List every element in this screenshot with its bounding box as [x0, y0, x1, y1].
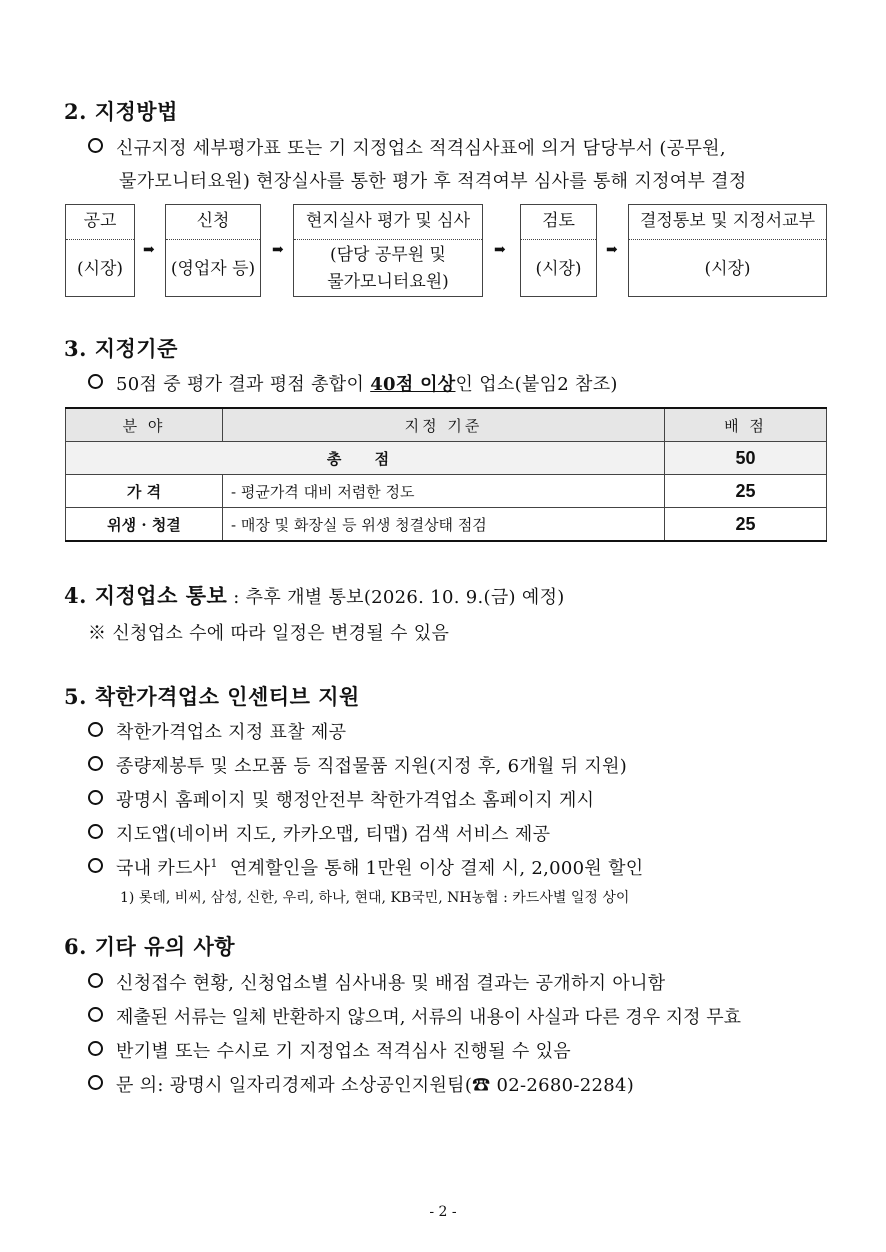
flow-step-decision: 결정통보 및 지정서교부 (시장) — [628, 204, 827, 297]
table-header-score: 배 점 — [665, 408, 827, 442]
table-row — [66, 475, 827, 508]
total-label: 총 점 — [66, 442, 665, 475]
row-score: 25 — [665, 508, 827, 542]
table-row-total — [66, 442, 827, 475]
circle-bullet-icon — [88, 138, 103, 153]
list-item: 착한가격업소 지정 표찰 제공 — [88, 718, 346, 744]
table-header-criteria: 지정 기준 — [223, 408, 665, 442]
list-item: 신청접수 현황, 신청업소별 심사내용 및 배점 결과는 공개하지 아니함 — [88, 969, 665, 995]
section-3-text: 50점 중 평가 결과 평점 총합이 40점 이상인 업소(붙임2 참조) — [88, 370, 618, 396]
list-item: 종량제봉투 및 소모품 등 직접물품 지원(지정 후, 6개월 뒤 지원) — [88, 752, 627, 778]
flow-step-inspection: 현지실사 평가 및 심사 (담당 공무원 및 물가모니터요원) — [293, 204, 483, 297]
row-field: 위생 · 청결 — [66, 508, 223, 542]
list-item: 지도앱(네이버 지도, 카카오맵, 티맵) 검색 서비스 제공 — [88, 820, 550, 846]
row-criteria: - 매장 및 화장실 등 위생 청결상태 점검 — [223, 508, 665, 542]
row-field: 가 격 — [66, 475, 223, 508]
section-5-title: 5. 착한가격업소 인센티브 지원 — [64, 684, 360, 709]
footnote: 1) 롯데, 비씨, 삼성, 신한, 우리, 하나, 현대, KB국민, NH농협 : 카드사별 일정 상이 — [120, 890, 630, 906]
section-2-line1: 신규지정 세부평가표 또는 기 지정업소 적격심사표에 의거 담당부서 (공무원, — [88, 134, 726, 160]
arrow-right-icon: ➡ — [606, 242, 618, 258]
page-number: - 2 - — [429, 1204, 457, 1220]
circle-bullet-icon — [88, 722, 103, 737]
circle-bullet-icon — [88, 790, 103, 805]
row-criteria: - 평균가격 대비 저렴한 정도 — [223, 475, 665, 508]
arrow-right-icon: ➡ — [494, 242, 506, 258]
table-header-field: 분 야 — [66, 408, 223, 442]
table-row — [66, 508, 827, 542]
flow-step-review: 검토 (시장) — [520, 204, 597, 297]
circle-bullet-icon — [88, 1075, 103, 1090]
total-score: 50 — [665, 442, 827, 475]
flow-step-announce: 공고 (시장) — [65, 204, 135, 297]
phone-icon: ☎ — [472, 1075, 491, 1096]
arrow-right-icon: ➡ — [143, 242, 155, 258]
list-item: 반기별 또는 수시로 기 지정업소 적격심사 진행될 수 있음 — [88, 1037, 571, 1063]
criteria-table — [65, 407, 827, 542]
section-2-line2: 물가모니터요원) 현장실사를 통한 평가 후 적격여부 심사를 통해 지정여부 결정 — [119, 171, 747, 192]
section-4-note: ※ 신청업소 수에 따라 일정은 변경될 수 있음 — [88, 623, 450, 644]
section-2-title: 2. 지정방법 — [64, 99, 178, 124]
section-4-title: 4. 지정업소 통보 : 추후 개별 통보(2026. 10. 9.(금) 예정) — [64, 583, 565, 608]
section-3-title: 3. 지정기준 — [64, 336, 178, 361]
list-item: 제출된 서류는 일체 반환하지 않으며, 서류의 내용이 사실과 다른 경우 지정 무효 — [88, 1003, 741, 1029]
circle-bullet-icon — [88, 374, 103, 389]
circle-bullet-icon — [88, 973, 103, 988]
circle-bullet-icon — [88, 858, 103, 873]
circle-bullet-icon — [88, 1041, 103, 1056]
circle-bullet-icon — [88, 756, 103, 771]
contact-line: 문 의: 광명시 일자리경제과 소상공인지원팀(☎ 02-2680-2284) — [88, 1071, 634, 1097]
circle-bullet-icon — [88, 1007, 103, 1022]
arrow-right-icon: ➡ — [272, 242, 284, 258]
row-score: 25 — [665, 475, 827, 508]
section-6-title: 6. 기타 유의 사항 — [64, 934, 236, 959]
list-item: 광명시 홈페이지 및 행정안전부 착한가격업소 홈페이지 게시 — [88, 786, 594, 812]
flow-step-apply: 신청 (영업자 등) — [165, 204, 261, 297]
circle-bullet-icon — [88, 824, 103, 839]
list-item: 국내 카드사$^1$ 연계할인을 통해 1만원 이상 결제 시, 2,000원 할인 — [88, 854, 643, 880]
